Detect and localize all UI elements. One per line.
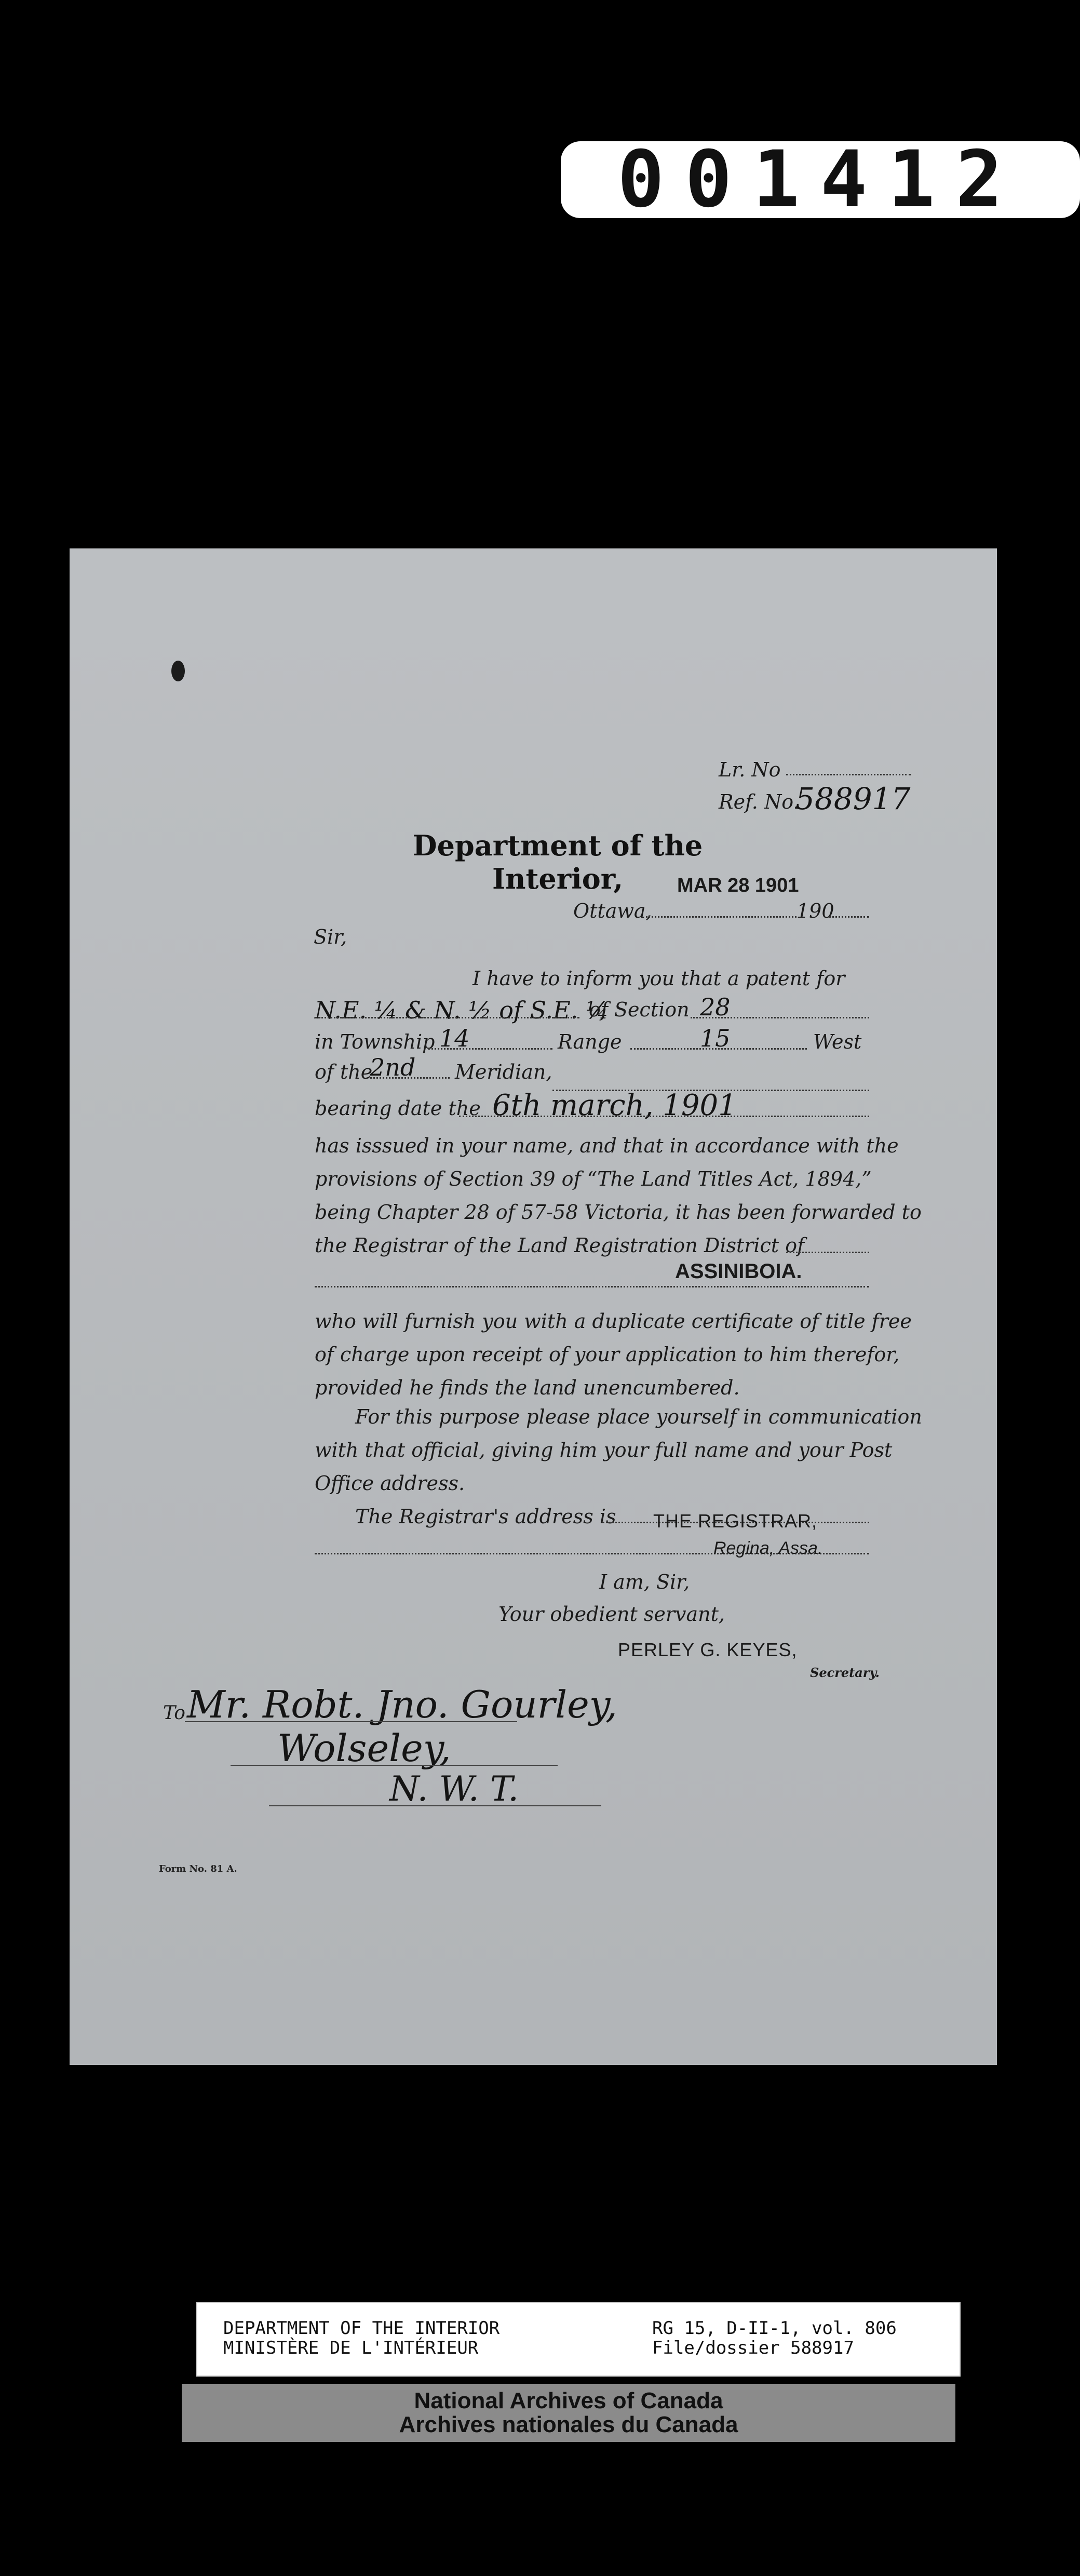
para3-line-3: Office address.: [315, 1472, 465, 1495]
land-description-hand: N.E. ¼ & N. ½ of S.E. ¼: [315, 996, 609, 1024]
dept-english: DEPARTMENT OF THE INTERIOR: [223, 2318, 500, 2339]
of-section-label: of Section: [589, 998, 690, 1021]
addressee-line-3: N. W. T.: [389, 1769, 519, 1809]
para3-line-2: with that official, giving him your full name and your Post: [315, 1439, 893, 1461]
section-rule: [691, 1017, 869, 1018]
township-rule: [428, 1048, 552, 1050]
of-the-label: of the: [315, 1061, 373, 1083]
ref-no-value: 588917: [795, 781, 911, 816]
registrar-label: The Registrar's address is: [355, 1505, 616, 1528]
addressee-rule-2: [231, 1765, 558, 1766]
range-hand: 15: [700, 1024, 731, 1052]
to-label: To: [163, 1702, 185, 1724]
para1-line-4: the Registrar of the Land Registration District of: [315, 1234, 805, 1257]
place-label: Ottawa,: [573, 900, 652, 922]
bearing-label: bearing date the: [315, 1097, 481, 1120]
bearing-date-hand: 6th march, 1901: [492, 1089, 737, 1122]
para1-line-2: provisions of Section 39 of “The Land Titles Act, 1894,”: [315, 1168, 872, 1190]
salutation: Sir,: [314, 925, 347, 948]
archive-ref-line-2: File/dossier 588917: [652, 2338, 854, 2358]
archive-reference-label: [196, 2302, 961, 2377]
document-sheet: [70, 548, 997, 2065]
para3-line-1: For this purpose please place yourself in communication: [355, 1405, 922, 1428]
frame-number: 001412: [561, 141, 1080, 218]
addressee-line-2: Wolseley,: [277, 1726, 451, 1770]
form-number: Form No. 81 A.: [159, 1863, 237, 1874]
district-stamp: ASSINIBOIA.: [675, 1260, 802, 1283]
ref-no-label: Ref. No.: [719, 790, 800, 813]
para1-line-1: has isssued in your name, and that in accordance with the: [315, 1134, 899, 1157]
meridian-hand: 2nd: [370, 1053, 416, 1081]
dept-french: MINISTÈRE DE L'INTÉRIEUR: [223, 2338, 479, 2358]
para2-line-3: provided he finds the land unencumbered.: [315, 1376, 740, 1399]
nac-french: Archives nationales du Canada: [399, 2412, 738, 2437]
township-hand: 14: [439, 1024, 470, 1052]
range-rule: [630, 1048, 807, 1050]
district-rule: [786, 1252, 869, 1253]
year-prefix: 190: [797, 900, 834, 922]
registrar-line-2: Regina, Assa.: [713, 1538, 823, 1558]
meridian-label: Meridian,: [455, 1061, 552, 1083]
signatory-name: PERLEY G. KEYES,: [618, 1639, 798, 1660]
para2-line-2: of charge upon receipt of your application to him therefor,: [315, 1343, 900, 1366]
section-hand: 28: [700, 993, 731, 1021]
closing-line-1: I am, Sir,: [599, 1571, 690, 1593]
west-label: West: [813, 1030, 862, 1053]
range-label: Range: [558, 1030, 622, 1053]
punch-hole-mark: [171, 661, 185, 681]
archive-ref-line-1: RG 15, D-II-1, vol. 806: [652, 2318, 897, 2339]
department-heading: Department of the Interior,: [412, 829, 703, 895]
land-rule: [315, 1017, 579, 1018]
district-line-rule: [315, 1286, 869, 1287]
meridian-rule: [367, 1077, 450, 1079]
lr-no-label: Lr. No: [719, 758, 781, 781]
registrar-line-1: THE REGISTRAR,: [653, 1510, 818, 1532]
para1-line-3: being Chapter 28 of 57-58 Victoria, it has been forwarded to: [315, 1201, 922, 1224]
addressee-rule-3: [269, 1805, 601, 1806]
date-stamp: MAR 28 1901: [677, 875, 799, 896]
date-rule: [646, 916, 797, 918]
year-rule: [829, 916, 869, 918]
para2-line-1: who will furnish you with a duplicate certificate of title free: [315, 1310, 912, 1333]
addressee-rule-1: [185, 1721, 517, 1722]
bearing-rule: [459, 1116, 869, 1117]
in-township-label: in Township: [315, 1030, 435, 1053]
addressee-line-1: Mr. Robt. Jno. Gourley,: [187, 1683, 617, 1726]
national-archives-banner: [182, 2384, 955, 2442]
closing-line-2: Your obedient servant,: [498, 1603, 725, 1626]
body-line-1: I have to inform you that a patent for: [473, 967, 845, 990]
nac-english: National Archives of Canada: [414, 2388, 723, 2413]
signatory-title: Secretary.: [810, 1665, 880, 1680]
lr-no-rule: [786, 774, 911, 775]
